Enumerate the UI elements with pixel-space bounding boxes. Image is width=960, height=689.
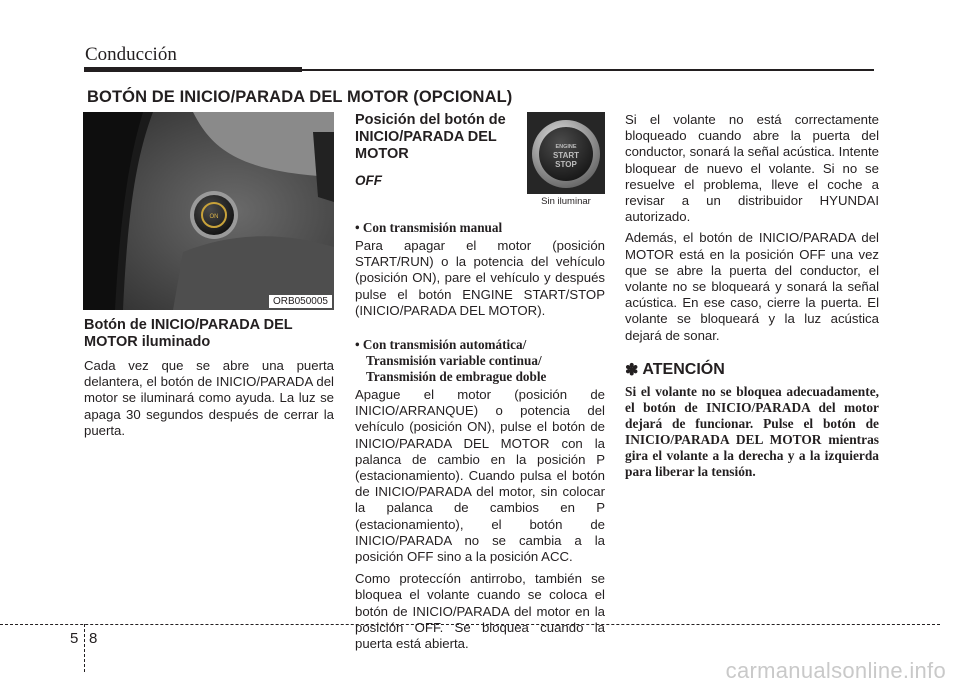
header-rule-thin [302,69,874,71]
auto-transmission-text: Apague el motor (posición de INICIO/ARRANQUE) o potencia del vehículo (posición ON), pulse el botón de INICIO/PARADA DEL MOTOR con la palanca de cambio en la posición P (estacionamiento). Cuando pulsa el botón de INICIO/PARADA del motor, sin colocar la palanca de cambios en P (estacionamiento), el botón de INICIO/PARADA no se cambia a la posición OFF sino a la posición ACC. [355,387,605,565]
chapter-title: Conducción [85,44,177,65]
page-number: 8 [89,630,98,647]
watermark: carmanualsonline.info [725,658,946,683]
attention-text: Si el volante no se bloquea adecuadamente, el botón de INICIO/PARADA del motor dejará de funcionar. Pulse el botón de INICIO/PARADA DEL MOTOR mientras gira el volante a la derecha y a la izquierda para liberar la tensión. [625,383,879,479]
off-label: OFF [355,173,382,188]
footer-dashed-divider [84,624,85,672]
photo-code: ORB050005 [269,295,332,308]
button-position-heading: Posición del botón de INICIO/PARADA DEL MOTOR [355,112,506,162]
steering-lock-text-2: Además, el botón de INICIO/PARADA del MOTOR está en la posición OFF una vez que se abre la puerta del conductor, el volante no se bloqueará y sonará la señal acústica. En ese caso, cierre la puerta. El volante se bloqueará y la luz acústica dejará de sonar. [625,230,879,343]
button-image-caption: Sin iluminar [527,194,605,210]
manual-transmission-label: • Con transmisión manual [355,220,503,235]
asterisk-icon: ✽ [625,361,639,379]
button-label-stop: STOP [555,160,577,169]
auto-transmission-label-3: Transmisión de embrague doble [366,369,547,385]
illuminated-button-heading: Botón de INICIO/PARADA DEL MOTOR iluminado [84,317,293,350]
column-right [625,112,879,480]
attention-heading [625,360,879,380]
svg-text:ON: ON [209,214,219,220]
anti-theft-text: Como proteccíón antirrobo, también se bloquea el volante cuando se coloca el botón de INICIO/PARADA del motor en la posición OFF. Se bloquea cuando la puerta está abierta. [355,571,605,652]
section-title: BOTÓN DE INICIO/PARADA DEL MOTOR (OPCIONAL) [87,88,513,106]
footer-dashed-rule [0,624,940,625]
button-label-start: START [552,151,580,160]
button-label-engine: ENGINE [555,144,577,150]
chapter-number: 5 [70,630,79,647]
auto-transmission-label-1: • Con transmisión automática/ [355,337,527,353]
illuminated-button-text: Cada vez que se abre una puerta delantera, el botón de INICIO/PARADA del motor se iluminará como ayuda. La luz se apaga 30 segundos después de cerrar la puerta. [84,358,334,438]
steering-lock-text-1: Si el volante no está correctamente bloqueado cuando abre la puerta del conductor, sonará la señal acústica. Intente bloquear de nuevo el volante. Si no se resuelve el problema, lleve el coche a revisar a un distribuidor HYUNDAI autorizado. [625,112,879,225]
auto-transmission-label-2: Transmisión variable continua/ [366,353,542,369]
steering-wheel-photo [83,112,334,310]
attention-label: ATENCIÓN [642,360,725,378]
header-rule-thick [84,67,302,72]
steering-wheel-illustration [83,112,334,310]
manual-transmission-text: Para apagar el motor (posición START/RUN) o la potencia del vehículo (posición ON), pare el vehículo y después pulse el botón ENGINE START/STOP (INICIO/PARADA DEL MOTOR). [355,238,605,318]
column-left [84,317,334,439]
